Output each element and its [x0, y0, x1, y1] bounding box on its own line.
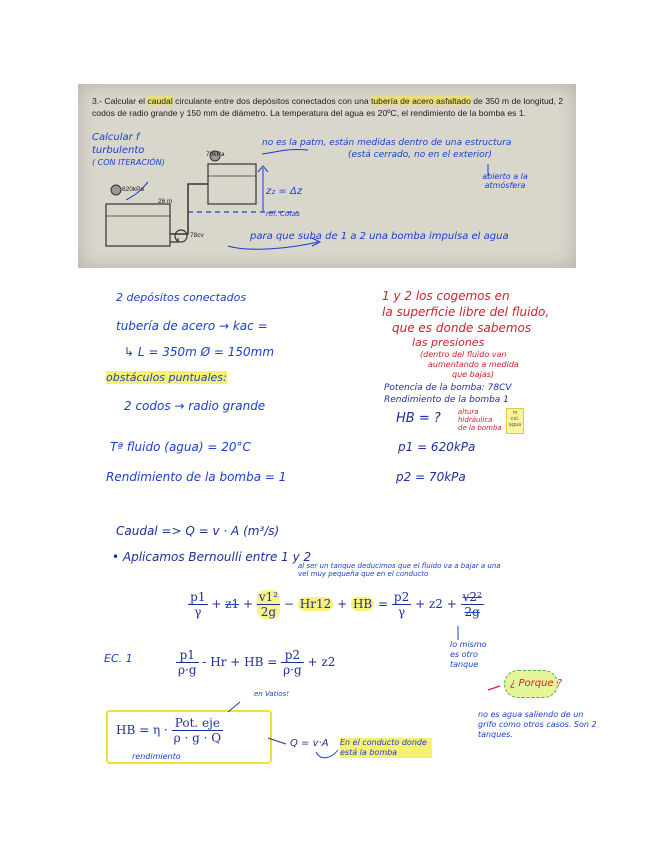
- data-temp: Tª fluido (agua) = 20°C: [110, 440, 251, 454]
- note-lo-mismo: lo mismo es otro tanque: [450, 640, 487, 669]
- note-conducto: En el conducto donde está la bomba: [340, 738, 432, 758]
- problem-number: 3.-: [92, 96, 103, 106]
- right-r6: aumentando a medida: [428, 360, 519, 369]
- problem-text-c: de 350 m de longitud, 2 codos de radio grande y 150 mm de diámetro. La temperatura del agua es 20ºC, el rendimiento de la bomba es 1.: [92, 96, 564, 118]
- hb-num: Pot. eje: [172, 716, 223, 731]
- hb-den: ρ · g · Q: [173, 731, 222, 745]
- problem-text-a: Calcular el: [104, 96, 148, 106]
- right-r4: las presiones: [412, 336, 485, 349]
- data-rend: Rendimiento de la bomba = 1: [106, 470, 287, 484]
- hb-lhs: HB = η ·: [116, 723, 168, 737]
- eq-v1: v1²: [258, 590, 279, 604]
- ec1-rg1: ρ·g: [178, 663, 197, 677]
- note-bomba: para que suba de 1 a 2 una bomba impulsa el agua: [250, 231, 509, 242]
- z-note: z₂ = Δz: [266, 186, 303, 197]
- right-r3: que es donde sabemos: [392, 321, 532, 335]
- problem-text-b: circulante entre dos depósitos conectados con una: [172, 96, 372, 106]
- arrow-conducto: [316, 750, 338, 758]
- data-depositos: 2 depósitos conectados: [116, 291, 247, 304]
- ec1-z2: + z2: [307, 655, 336, 669]
- q-va: Q = v·A: [290, 738, 329, 749]
- eq-2g2: 2g: [464, 605, 480, 619]
- right-r5: (dentro del fluido van: [420, 350, 507, 359]
- right-hb-note: altura hidráulica de la bomba: [458, 408, 502, 432]
- data-obstaculos: obstáculos puntuales:: [106, 371, 227, 384]
- note-abierto: abierto a la atmósfera: [482, 172, 528, 190]
- ec1-label: EC. 1: [104, 652, 133, 665]
- eq-g2: γ: [398, 605, 406, 619]
- right-p1: p1 = 620kPa: [398, 440, 476, 454]
- bernoulli-equation: $\frac{p1}{\gamma}$ + z1 + $\frac{\text{v1²}}{2g}$ − Hr12 + HB = $\frac{p2}{\gamma}$ + z2 + $\frac{\text{v2²}}{2g}$: [190, 590, 482, 619]
- right-hb: HB = ?: [396, 411, 441, 426]
- eq-v2: v2²: [462, 590, 482, 604]
- note-rendimiento: rendimiento: [132, 752, 181, 761]
- ec1-rg2: ρ·g: [283, 663, 302, 677]
- eq-2g1: 2g: [260, 605, 277, 619]
- ec1-p2: p2: [281, 648, 304, 663]
- note-turbulento: turbulento: [92, 145, 145, 156]
- right-r7: que bajas): [452, 370, 495, 379]
- arrow-vatios: [228, 702, 240, 712]
- arrow-porque: [488, 686, 500, 690]
- tank2-pressure: 70kPa: [206, 151, 225, 158]
- data-longitud: ↳ L = 350m Ø = 150mm: [124, 345, 275, 359]
- eq-z1: z1: [225, 597, 240, 611]
- note-tanque: al ser un tanque deducimos que el fluido va a bajar a una vel muy pequeña que en el conducto: [298, 562, 501, 578]
- right-rendimiento: Rendimiento de la bomba 1: [384, 395, 509, 405]
- eq-hb: HB: [352, 597, 373, 611]
- ec1-hr: - Hr + HB =: [202, 655, 278, 669]
- note-vatios: en Vatios!: [254, 690, 290, 698]
- data-codos: 2 codos → radio grande: [124, 399, 266, 413]
- height-label: 26 m: [158, 198, 173, 205]
- data-tuberia: tubería de acero → kac =: [116, 319, 268, 333]
- eq-hr: Hr12: [299, 597, 332, 611]
- right-p2: p2 = 70kPa: [396, 470, 466, 484]
- tank1-pressure: 620kPa: [122, 186, 145, 193]
- right-r2: la superficie libre del fluido,: [382, 305, 550, 319]
- ec1-p1: p1: [176, 648, 199, 663]
- right-r1: 1 y 2 los cogemos en: [382, 289, 510, 303]
- caudal-line: Caudal => Q = v · A (m³/s): [116, 524, 280, 538]
- eq-g1: γ: [194, 605, 202, 619]
- note-iteracion: ( CON ITERACIÓN): [92, 158, 165, 167]
- note-patm2: (está cerrado, no en el exterior): [348, 150, 492, 160]
- right-tag: m col. agua: [506, 408, 524, 434]
- highlight-caudal: caudal: [147, 96, 173, 106]
- highlight-tuberia: tubería de acero asfaltado: [371, 96, 471, 106]
- pump-power: 78cv: [190, 232, 204, 239]
- ref-cotas: ref. Cotas: [266, 210, 300, 218]
- eq-p1: p1: [190, 590, 206, 604]
- note-agua: no es agua saliendo de un grifo como otros casos. Son 2 tanques.: [478, 710, 597, 739]
- porque-text: ¿ Porque ?: [510, 678, 563, 689]
- aplicamos-line: • Aplicamos Bernoulli entre 1 y 2: [112, 550, 312, 564]
- note-calc-f: Calcular f: [92, 132, 140, 143]
- note-patm1: no es la patm, están medidas dentro de una estructura: [262, 138, 512, 148]
- arrow-q: [268, 738, 286, 744]
- eq-z2: z2: [428, 597, 443, 611]
- right-potencia: Potencia de la bomba: 78CV: [384, 383, 512, 393]
- eq-p2: p2: [393, 590, 410, 604]
